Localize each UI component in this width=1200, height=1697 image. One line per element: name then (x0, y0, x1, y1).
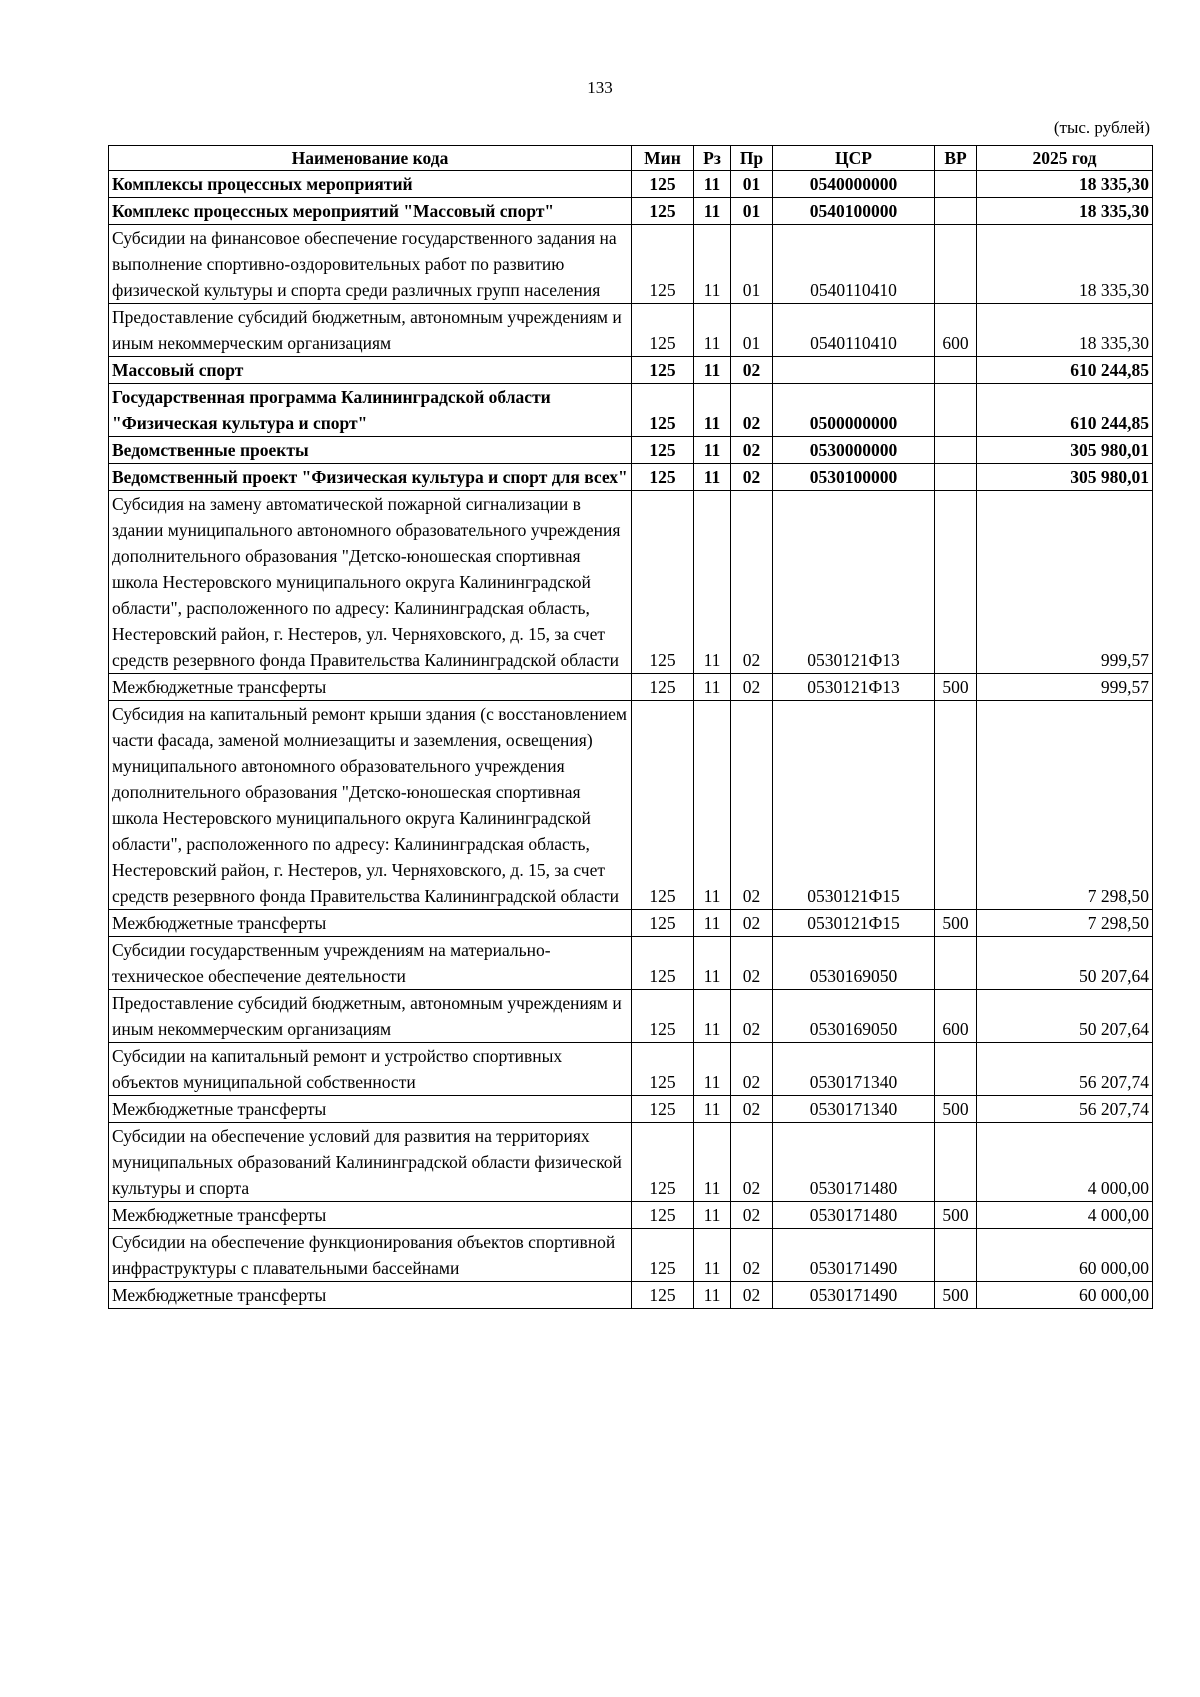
cell-rz: 11 (694, 1282, 731, 1309)
cell-name: Комплексы процессных мероприятий (109, 171, 632, 198)
cell-rz: 11 (694, 990, 731, 1043)
cell-pr: 02 (731, 1229, 773, 1282)
cell-vr (935, 937, 977, 990)
cell-amount: 7 298,50 (977, 910, 1153, 937)
table-row (109, 464, 1153, 491)
cell-name: Субсидии на обеспечение функционирования объектов спортивной инфраструктуры с плавательными бассейнами (109, 1229, 632, 1282)
cell-vr (935, 437, 977, 464)
cell-rz: 11 (694, 1123, 731, 1202)
cell-min: 125 (632, 1043, 694, 1096)
cell-min: 125 (632, 937, 694, 990)
cell-name: Субсидия на капитальный ремонт крыши здания (с восстановлением части фасада, заменой молниезащиты и заземления, освещения) муниципального автономного образовательного учреждения дополнительного образования "Детско-юношеская спортивная школа Нестеровского муниципального округа Калининградской области", расположенного по адресу: Калининградская область, Нестеровский район, г. Нестеров, ул. Черняховского, д. 15, за счет средств резервного фонда Правительства Калининградской области (109, 701, 632, 910)
cell-csr: 0530121Ф13 (773, 674, 935, 701)
cell-min: 125 (632, 384, 694, 437)
cell-min: 125 (632, 1202, 694, 1229)
cell-name: Предоставление субсидий бюджетным, автономным учреждениям и иным некоммерческим организациям (109, 304, 632, 357)
cell-min: 125 (632, 990, 694, 1043)
cell-csr: 0540110410 (773, 304, 935, 357)
cell-amount: 18 335,30 (977, 225, 1153, 304)
table-row (109, 357, 1153, 384)
cell-min: 125 (632, 437, 694, 464)
cell-vr (935, 171, 977, 198)
cell-csr: 0530171490 (773, 1229, 935, 1282)
cell-csr: 0530000000 (773, 437, 935, 464)
cell-csr: 0500000000 (773, 384, 935, 437)
cell-pr: 01 (731, 225, 773, 304)
cell-amount: 7 298,50 (977, 701, 1153, 910)
cell-pr: 02 (731, 357, 773, 384)
cell-vr: 600 (935, 304, 977, 357)
cell-name: Субсидии на капитальный ремонт и устройство спортивных объектов муниципальной собственности (109, 1043, 632, 1096)
table-row (109, 437, 1153, 464)
cell-vr (935, 1043, 977, 1096)
cell-min: 125 (632, 1096, 694, 1123)
cell-pr: 02 (731, 1202, 773, 1229)
cell-csr (773, 357, 935, 384)
cell-pr: 02 (731, 1282, 773, 1309)
cell-name: Межбюджетные трансферты (109, 910, 632, 937)
cell-rz: 11 (694, 674, 731, 701)
cell-pr: 02 (731, 701, 773, 910)
cell-amount: 18 335,30 (977, 171, 1153, 198)
table-row (109, 1043, 1153, 1096)
table-row (109, 384, 1153, 437)
cell-name: Субсидии государственным учреждениям на материально-техническое обеспечение деятельности (109, 937, 632, 990)
cell-min: 125 (632, 225, 694, 304)
cell-pr: 02 (731, 910, 773, 937)
cell-name: Предоставление субсидий бюджетным, автономным учреждениям и иным некоммерческим организациям (109, 990, 632, 1043)
cell-rz: 11 (694, 437, 731, 464)
cell-csr: 0530121Ф15 (773, 910, 935, 937)
cell-csr: 0540000000 (773, 171, 935, 198)
cell-name: Ведомственные проекты (109, 437, 632, 464)
table-body (109, 171, 1153, 1309)
cell-name: Комплекс процессных мероприятий "Массовый спорт" (109, 198, 632, 225)
cell-name: Ведомственный проект "Физическая культура и спорт для всех" (109, 464, 632, 491)
cell-vr (935, 1123, 977, 1202)
cell-pr: 02 (731, 990, 773, 1043)
cell-min: 125 (632, 1229, 694, 1282)
cell-rz: 11 (694, 1229, 731, 1282)
cell-csr: 0530171480 (773, 1202, 935, 1229)
cell-csr: 0530121Ф15 (773, 701, 935, 910)
cell-vr (935, 357, 977, 384)
cell-rz: 11 (694, 225, 731, 304)
cell-csr: 0540110410 (773, 225, 935, 304)
header-min: Мин (632, 146, 694, 171)
table-row (109, 701, 1153, 910)
cell-pr: 02 (731, 674, 773, 701)
cell-vr (935, 1229, 977, 1282)
cell-csr: 0530171480 (773, 1123, 935, 1202)
units-label: (тыс. рублей) (1053, 118, 1150, 137)
cell-amount: 60 000,00 (977, 1229, 1153, 1282)
cell-name: Государственная программа Калининградской области "Физическая культура и спорт" (109, 384, 632, 437)
header-rz: Рз (694, 146, 731, 171)
header-pr: Пр (731, 146, 773, 171)
cell-amount: 50 207,64 (977, 937, 1153, 990)
table-row (109, 225, 1153, 304)
cell-name: Субсидии на финансовое обеспечение государственного задания на выполнение спортивно-оздоровительных работ по развитию физической культуры и спорта среди различных групп населения (109, 225, 632, 304)
cell-rz: 11 (694, 701, 731, 910)
cell-vr: 500 (935, 1096, 977, 1123)
cell-vr (935, 198, 977, 225)
cell-vr (935, 464, 977, 491)
cell-amount: 999,57 (977, 674, 1153, 701)
cell-rz: 11 (694, 464, 731, 491)
cell-vr: 500 (935, 1282, 977, 1309)
cell-min: 125 (632, 357, 694, 384)
cell-amount: 50 207,64 (977, 990, 1153, 1043)
cell-pr: 02 (731, 1123, 773, 1202)
cell-min: 125 (632, 198, 694, 225)
cell-vr (935, 701, 977, 910)
cell-amount: 56 207,74 (977, 1096, 1153, 1123)
header-year: 2025 год (977, 146, 1153, 171)
cell-rz: 11 (694, 304, 731, 357)
table-row (109, 910, 1153, 937)
cell-min: 125 (632, 674, 694, 701)
cell-pr: 01 (731, 171, 773, 198)
budget-table (108, 145, 1153, 1309)
cell-csr: 0530169050 (773, 990, 935, 1043)
cell-pr: 02 (731, 464, 773, 491)
table-row (109, 198, 1153, 225)
header-name: Наименование кода (109, 146, 632, 171)
cell-rz: 11 (694, 384, 731, 437)
cell-rz: 11 (694, 1202, 731, 1229)
cell-amount: 60 000,00 (977, 1282, 1153, 1309)
cell-csr: 0540100000 (773, 198, 935, 225)
cell-name: Массовый спорт (109, 357, 632, 384)
table-row (109, 1202, 1153, 1229)
cell-rz: 11 (694, 491, 731, 674)
cell-name: Межбюджетные трансферты (109, 1282, 632, 1309)
table-row (109, 990, 1153, 1043)
cell-min: 125 (632, 491, 694, 674)
cell-vr: 500 (935, 674, 977, 701)
cell-rz: 11 (694, 171, 731, 198)
table-row (109, 937, 1153, 990)
cell-amount: 610 244,85 (977, 384, 1153, 437)
cell-vr: 600 (935, 990, 977, 1043)
cell-rz: 11 (694, 357, 731, 384)
header-vr: ВР (935, 146, 977, 171)
cell-pr: 01 (731, 304, 773, 357)
cell-amount: 4 000,00 (977, 1123, 1153, 1202)
cell-min: 125 (632, 910, 694, 937)
cell-min: 125 (632, 1282, 694, 1309)
cell-amount: 56 207,74 (977, 1043, 1153, 1096)
table-row (109, 1096, 1153, 1123)
cell-amount: 610 244,85 (977, 357, 1153, 384)
cell-pr: 02 (731, 384, 773, 437)
cell-vr (935, 384, 977, 437)
cell-amount: 305 980,01 (977, 437, 1153, 464)
cell-vr (935, 225, 977, 304)
cell-rz: 11 (694, 910, 731, 937)
table-row (109, 171, 1153, 198)
cell-amount: 999,57 (977, 491, 1153, 674)
cell-pr: 01 (731, 198, 773, 225)
cell-csr: 0530171340 (773, 1043, 935, 1096)
cell-rz: 11 (694, 1043, 731, 1096)
cell-amount: 18 335,30 (977, 304, 1153, 357)
header-csr: ЦСР (773, 146, 935, 171)
table-row (109, 304, 1153, 357)
cell-min: 125 (632, 464, 694, 491)
cell-min: 125 (632, 171, 694, 198)
table-row (109, 1123, 1153, 1202)
cell-pr: 02 (731, 1043, 773, 1096)
table-row (109, 1229, 1153, 1282)
table-row (109, 674, 1153, 701)
cell-name: Субсидия на замену автоматической пожарной сигнализации в здании муниципального автономного образовательного учреждения дополнительного образования "Детско-юношеская спортивная школа Нестеровского муниципального округа Калининградской области", расположенного по адресу: Калининградская область, Нестеровский район, г. Нестеров, ул. Черняховского, д. 15, за счет средств резервного фонда Правительства Калининградской области (109, 491, 632, 674)
table-row (109, 491, 1153, 674)
cell-csr: 0530169050 (773, 937, 935, 990)
cell-vr: 500 (935, 910, 977, 937)
cell-amount: 305 980,01 (977, 464, 1153, 491)
cell-csr: 0530100000 (773, 464, 935, 491)
cell-vr: 500 (935, 1202, 977, 1229)
page-number: 133 (587, 78, 613, 97)
cell-name: Субсидии на обеспечение условий для развития на территориях муниципальных образований Калининградской области физической культуры и спорта (109, 1123, 632, 1202)
cell-min: 125 (632, 304, 694, 357)
cell-rz: 11 (694, 937, 731, 990)
table-header-row (109, 146, 1153, 171)
table-row (109, 1282, 1153, 1309)
cell-csr: 0530171490 (773, 1282, 935, 1309)
cell-name: Межбюджетные трансферты (109, 1096, 632, 1123)
cell-min: 125 (632, 701, 694, 910)
cell-pr: 02 (731, 1096, 773, 1123)
cell-pr: 02 (731, 437, 773, 464)
cell-rz: 11 (694, 198, 731, 225)
cell-min: 125 (632, 1123, 694, 1202)
cell-csr: 0530121Ф13 (773, 491, 935, 674)
cell-name: Межбюджетные трансферты (109, 1202, 632, 1229)
cell-amount: 4 000,00 (977, 1202, 1153, 1229)
cell-vr (935, 491, 977, 674)
cell-name: Межбюджетные трансферты (109, 674, 632, 701)
cell-rz: 11 (694, 1096, 731, 1123)
cell-csr: 0530171340 (773, 1096, 935, 1123)
cell-pr: 02 (731, 491, 773, 674)
cell-pr: 02 (731, 937, 773, 990)
cell-amount: 18 335,30 (977, 198, 1153, 225)
